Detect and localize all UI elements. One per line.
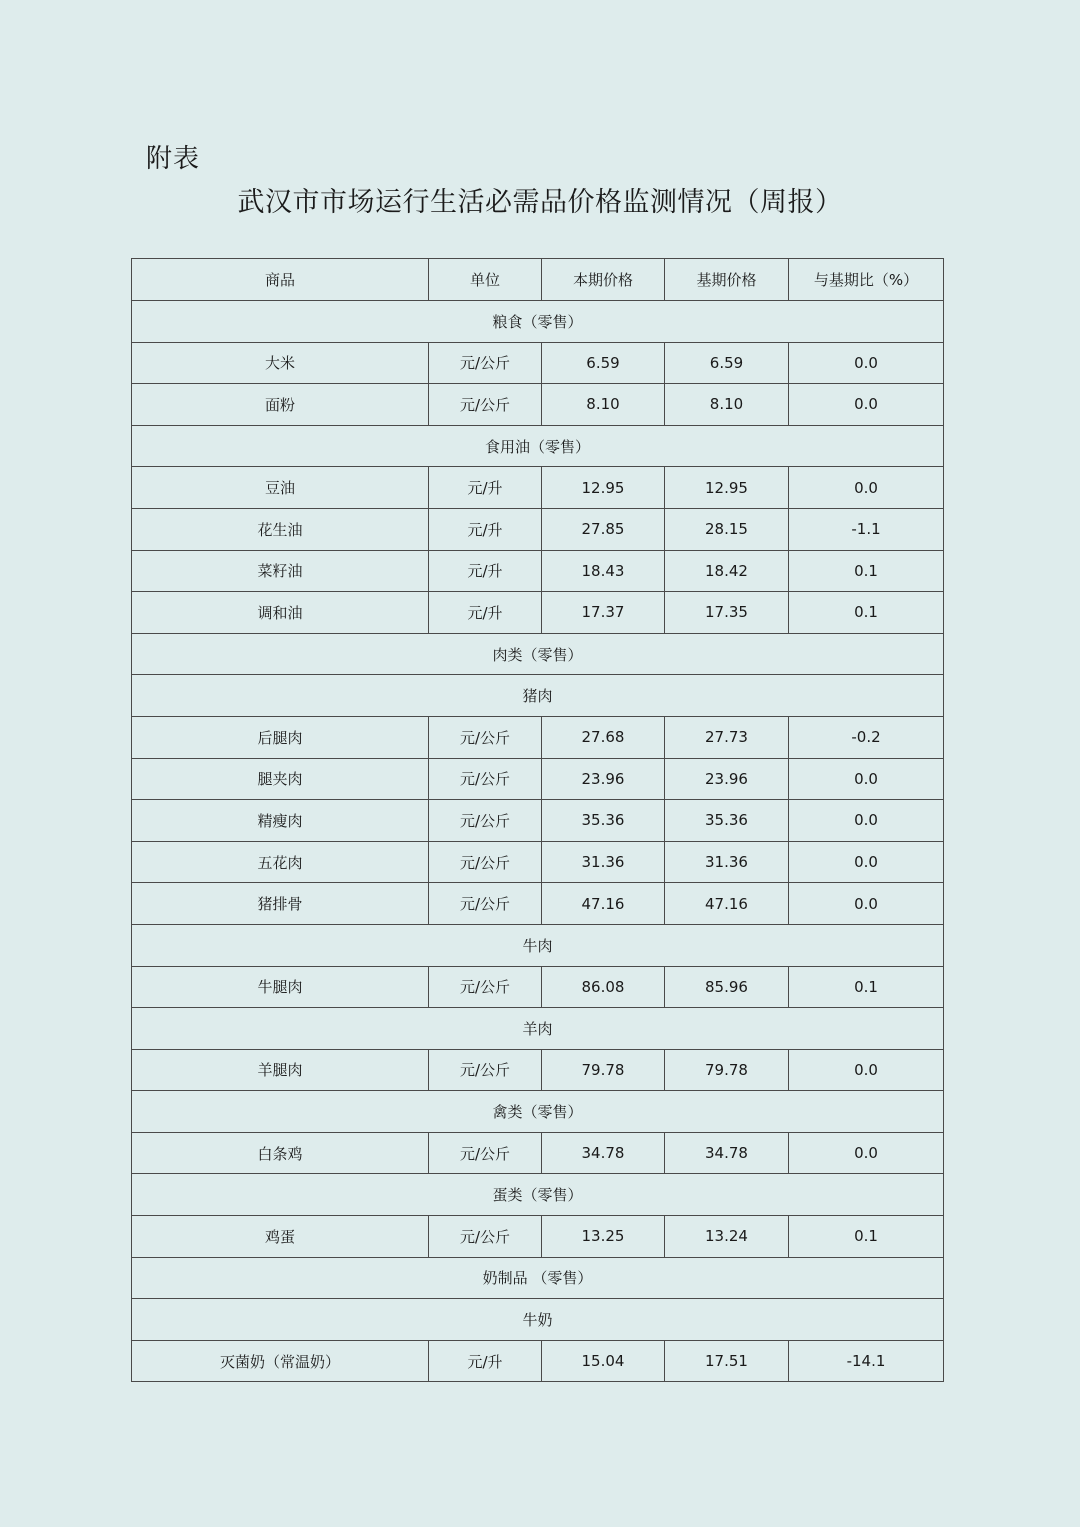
section-heading: 食用油（零售） [132,425,944,467]
cell-product: 后腿肉 [132,716,429,758]
section-row [132,301,944,343]
appendix-label: 附表 [146,144,201,174]
cell-base-price: 12.95 [665,467,789,509]
table-row [132,508,944,550]
section-row [132,675,944,717]
cell-current-price: 86.08 [542,966,665,1008]
cell-change: -14.1 [789,1340,944,1382]
cell-unit: 元/升 [429,467,542,509]
section-heading: 粮食（零售） [132,301,944,343]
table-row [132,592,944,634]
cell-base-price: 23.96 [665,758,789,800]
section-heading: 奶制品 （零售） [132,1257,944,1299]
cell-unit: 元/公斤 [429,342,542,384]
section-row [132,1174,944,1216]
page-title: 武汉市市场运行生活必需品价格监测情况（周报） [237,187,843,218]
table-row [132,384,944,426]
cell-base-price: 28.15 [665,508,789,550]
table-row [132,800,944,842]
cell-product: 羊腿肉 [132,1049,429,1091]
cell-unit: 元/公斤 [429,966,542,1008]
cell-change: 0.0 [789,467,944,509]
section-row [132,1091,944,1133]
cell-current-price: 23.96 [542,758,665,800]
cell-product: 花生油 [132,508,429,550]
cell-change: 0.1 [789,966,944,1008]
cell-current-price: 27.68 [542,716,665,758]
section-row [132,924,944,966]
header-cell-product: 商品 [132,259,429,301]
cell-product: 菜籽油 [132,550,429,592]
header-cell-unit: 单位 [429,259,542,301]
section-row [132,1257,944,1299]
cell-product: 鸡蛋 [132,1216,429,1258]
cell-product: 大米 [132,342,429,384]
cell-current-price: 34.78 [542,1132,665,1174]
section-row [132,1299,944,1341]
section-row [132,1008,944,1050]
cell-change: 0.0 [789,384,944,426]
cell-base-price: 27.73 [665,716,789,758]
cell-base-price: 17.35 [665,592,789,634]
cell-base-price: 17.51 [665,1340,789,1382]
cell-current-price: 12.95 [542,467,665,509]
cell-change: 0.0 [789,800,944,842]
cell-base-price: 8.10 [665,384,789,426]
cell-base-price: 35.36 [665,800,789,842]
cell-current-price: 27.85 [542,508,665,550]
cell-base-price: 18.42 [665,550,789,592]
cell-change: 0.1 [789,1216,944,1258]
cell-unit: 元/升 [429,508,542,550]
cell-product: 牛腿肉 [132,966,429,1008]
cell-current-price: 6.59 [542,342,665,384]
section-heading: 牛肉 [132,924,944,966]
table-row [132,342,944,384]
table-row [132,1216,944,1258]
cell-unit: 元/公斤 [429,758,542,800]
cell-base-price: 47.16 [665,883,789,925]
cell-unit: 元/升 [429,1340,542,1382]
cell-product: 豆油 [132,467,429,509]
cell-base-price: 6.59 [665,342,789,384]
cell-current-price: 18.43 [542,550,665,592]
cell-change: 0.0 [789,758,944,800]
header-cell-change: 与基期比（%） [789,259,944,301]
cell-base-price: 31.36 [665,841,789,883]
table-row [132,716,944,758]
cell-current-price: 15.04 [542,1340,665,1382]
cell-current-price: 47.16 [542,883,665,925]
section-row [132,633,944,675]
cell-unit: 元/升 [429,550,542,592]
table-body [132,301,944,1382]
cell-current-price: 13.25 [542,1216,665,1258]
cell-base-price: 34.78 [665,1132,789,1174]
cell-unit: 元/公斤 [429,1216,542,1258]
cell-current-price: 8.10 [542,384,665,426]
cell-unit: 元/公斤 [429,883,542,925]
table-row [132,841,944,883]
cell-change: 0.0 [789,841,944,883]
section-row [132,425,944,467]
cell-change: 0.0 [789,342,944,384]
price-table [131,258,944,1382]
cell-change: 0.0 [789,883,944,925]
cell-unit: 元/升 [429,592,542,634]
cell-change: -0.2 [789,716,944,758]
cell-current-price: 17.37 [542,592,665,634]
cell-change: 0.1 [789,550,944,592]
cell-base-price: 13.24 [665,1216,789,1258]
cell-unit: 元/公斤 [429,716,542,758]
header-cell-current-price: 本期价格 [542,259,665,301]
table-row [132,1340,944,1382]
cell-unit: 元/公斤 [429,384,542,426]
cell-product: 猪排骨 [132,883,429,925]
cell-base-price: 79.78 [665,1049,789,1091]
section-heading: 牛奶 [132,1299,944,1341]
section-heading: 禽类（零售） [132,1091,944,1133]
table-row [132,1049,944,1091]
cell-unit: 元/公斤 [429,841,542,883]
cell-current-price: 79.78 [542,1049,665,1091]
cell-product: 灭菌奶（常温奶） [132,1340,429,1382]
cell-product: 五花肉 [132,841,429,883]
cell-current-price: 31.36 [542,841,665,883]
cell-unit: 元/公斤 [429,800,542,842]
cell-base-price: 85.96 [665,966,789,1008]
table-header-row [132,259,944,301]
table-row [132,758,944,800]
section-heading: 羊肉 [132,1008,944,1050]
cell-unit: 元/公斤 [429,1132,542,1174]
section-heading: 蛋类（零售） [132,1174,944,1216]
header-cell-base-price: 基期价格 [665,259,789,301]
table-row [132,1132,944,1174]
cell-product: 精瘦肉 [132,800,429,842]
section-heading: 猪肉 [132,675,944,717]
cell-change: 0.0 [789,1049,944,1091]
cell-product: 调和油 [132,592,429,634]
table-row [132,550,944,592]
cell-change: 0.1 [789,592,944,634]
cell-change: 0.0 [789,1132,944,1174]
cell-product: 腿夹肉 [132,758,429,800]
cell-unit: 元/公斤 [429,1049,542,1091]
section-heading: 肉类（零售） [132,633,944,675]
table-row [132,883,944,925]
cell-current-price: 35.36 [542,800,665,842]
table-row [132,966,944,1008]
table-row [132,467,944,509]
cell-product: 面粉 [132,384,429,426]
cell-product: 白条鸡 [132,1132,429,1174]
cell-change: -1.1 [789,508,944,550]
